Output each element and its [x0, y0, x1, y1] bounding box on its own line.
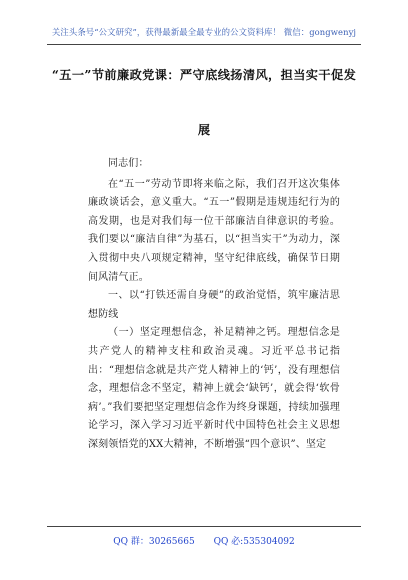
document-title-continuation: 展 — [197, 123, 211, 137]
paragraph: 在“五一”劳动节即将来临之际，我们召开这次集体廉政谈话会，意义重大。“五一”假期是违规违纪行为的高发期，也是对我们每一位干部廉洁自律意识的考验。我们要以“廉洁自律”为基石，以“担当实干”为动力，深入贯彻中央八项规定精神，坚守纪律底线，确保节日期间风清气正。 — [88, 178, 340, 283]
greeting: 同志们： — [108, 158, 149, 169]
document-body — [88, 155, 340, 455]
paragraph: （一）坚定理想信念，补足精神之钙。理想信念是共产党人的精神支柱和政治灵魂。习近平总书记指出：“理想信念就是共产党人精神上的‘钙’，没有理想信念，理想信念不坚定，精神上就会‘缺钙’，就会得‘软骨病’。”我们要把坚定理想信念作为终身课题，持续加强理论学习，深入学习习近平新时代中国特色社会主义思想深刻领悟党的XX大精神，不断增强“四个意识”、坚定 — [88, 327, 340, 450]
section-heading: 一、以“打铁还需自身硬”的政治觉悟，筑牢廉洁思想防线 — [88, 290, 340, 320]
document-title: “五一”节前廉政党课：严守底线扬清风，担当实干促发 — [51, 68, 357, 82]
footer-divider — [47, 526, 361, 527]
page-footer — [0, 534, 408, 547]
page-header: 关注头条号“公文研究”，获得最新最全最专业的公文资料库！ 微信：gongwenyj — [51, 27, 357, 37]
qq-group-number: QQ 群：30265665 — [113, 537, 195, 547]
header-divider — [47, 44, 361, 45]
qq-contact-number: QQ 必:535304092 — [213, 537, 295, 547]
